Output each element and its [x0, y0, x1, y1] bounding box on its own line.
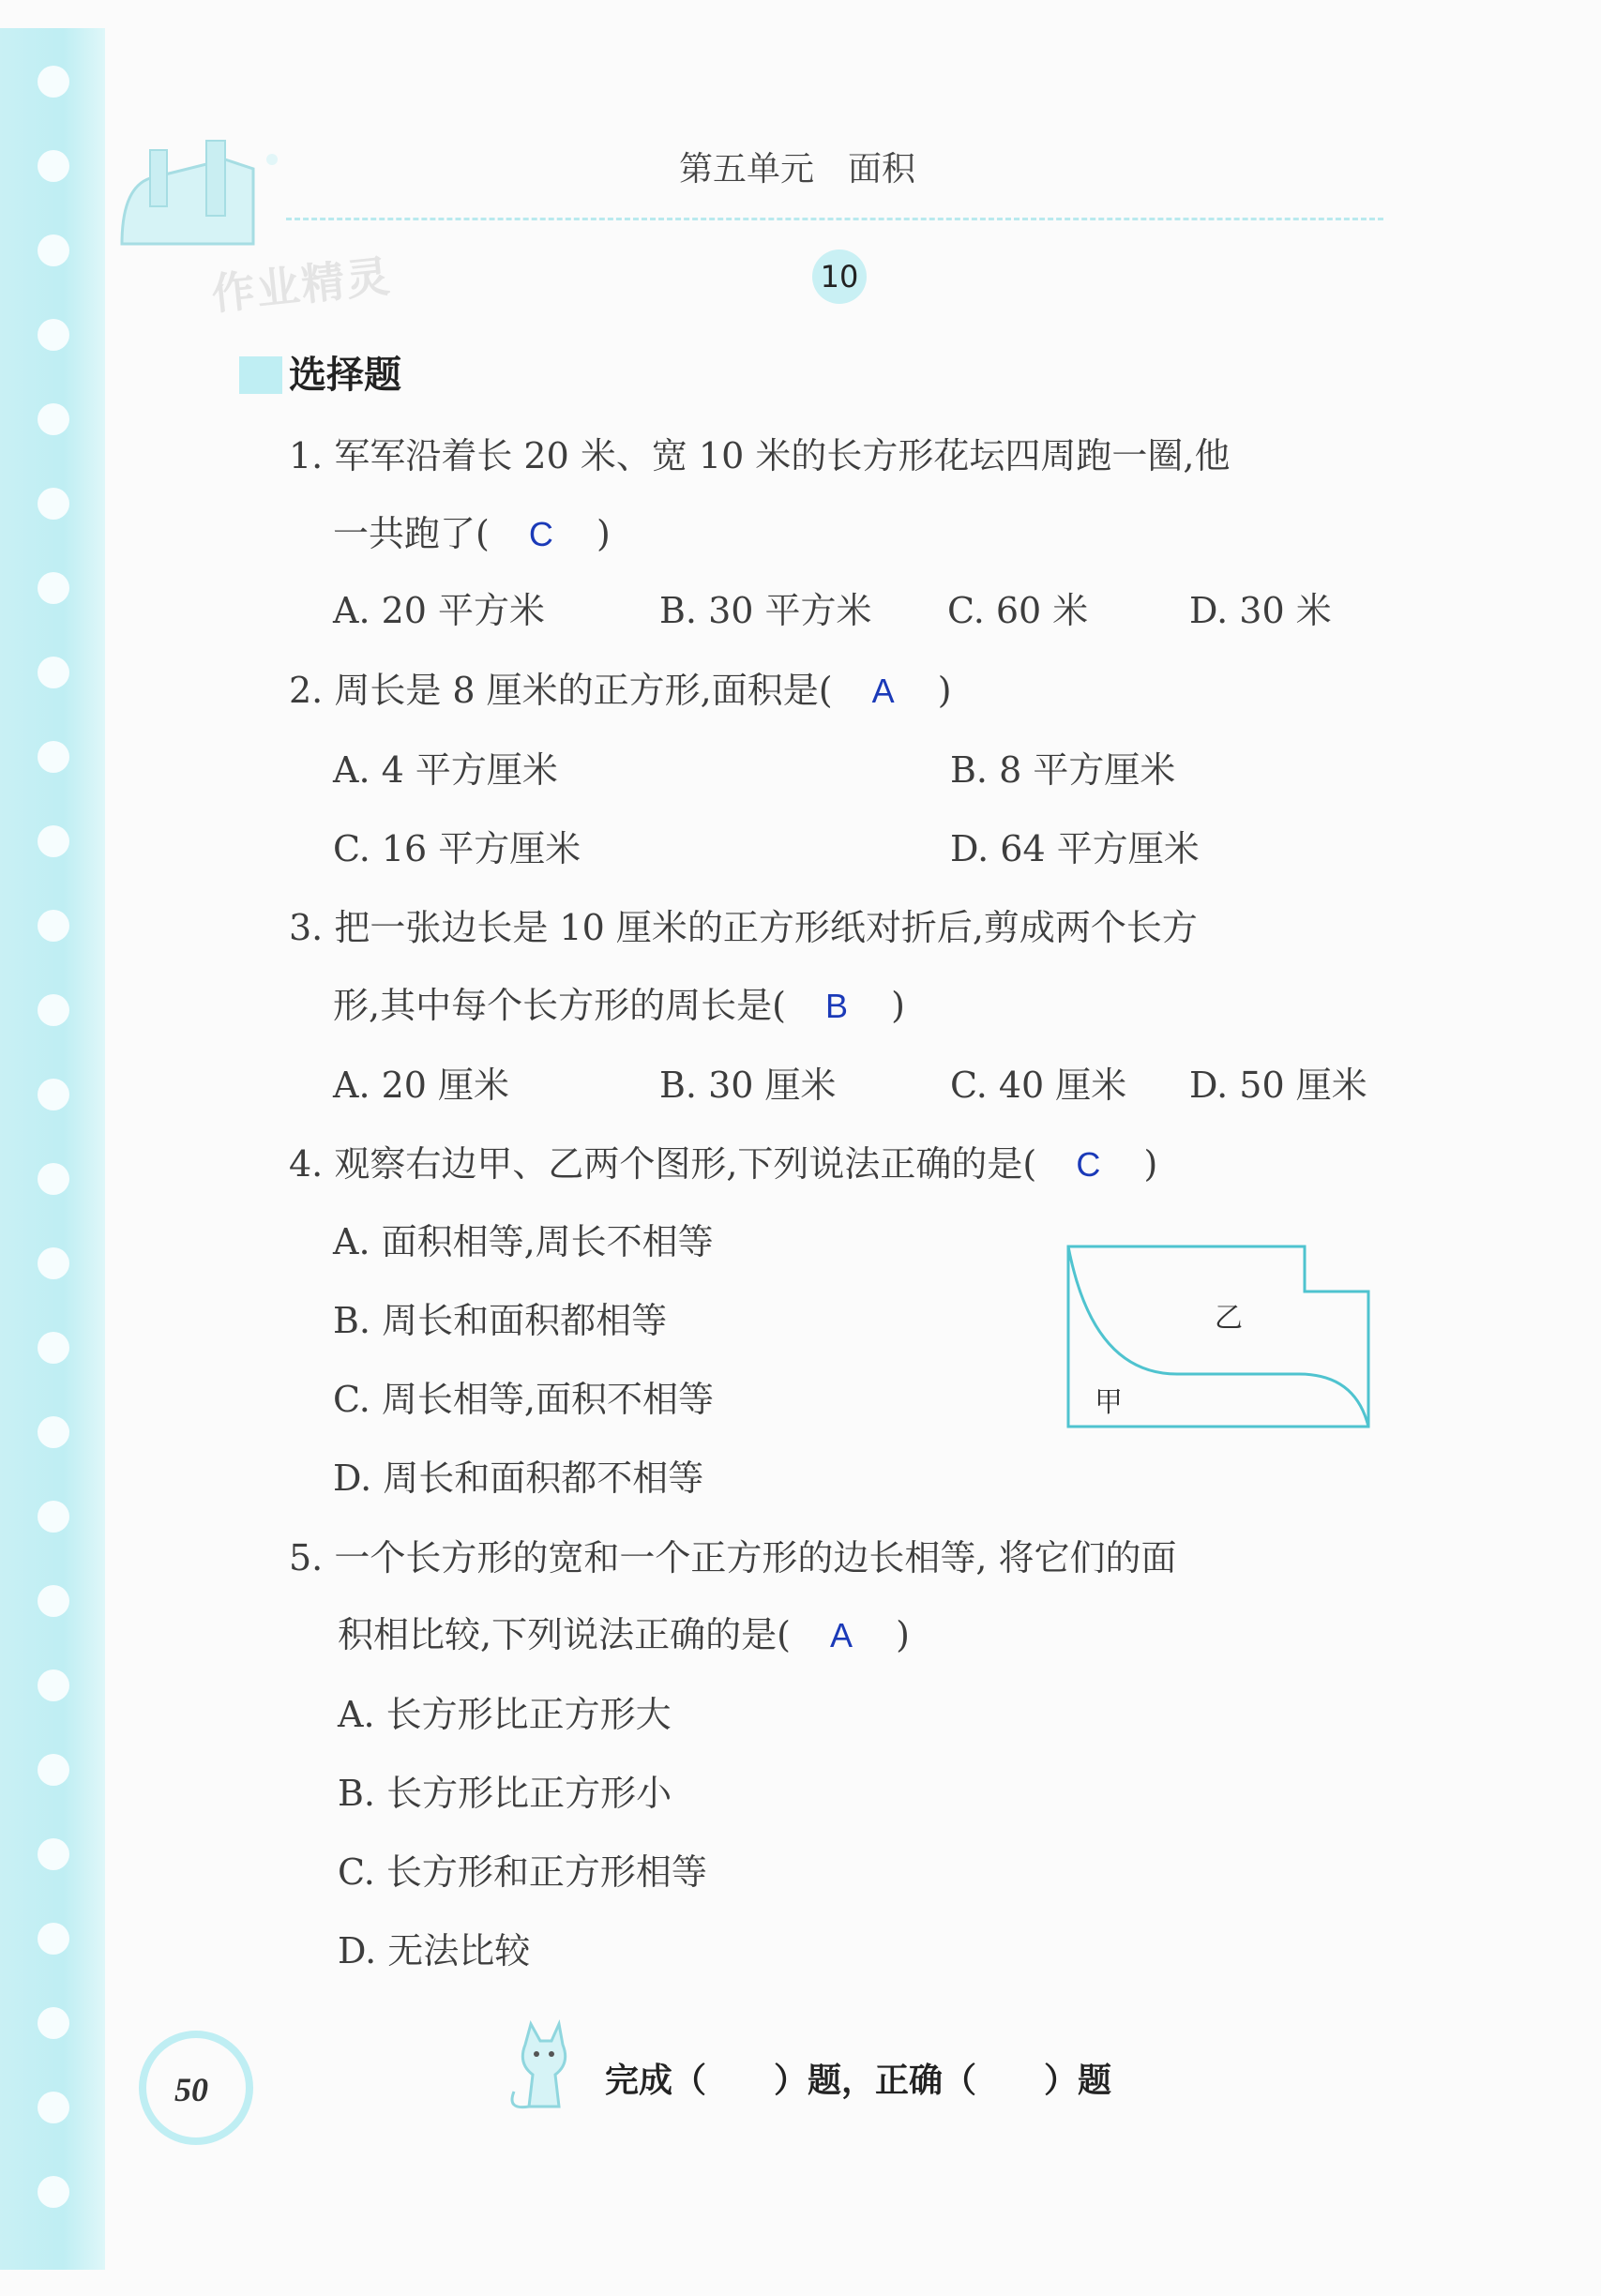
question-2-option-c: C. 16 平方厘米	[333, 828, 581, 869]
question-3-stem-line-1: 3. 把一张边长是 10 厘米的正方形纸对折后,剪成两个长方	[289, 907, 1198, 948]
question-4-option-b: B. 周长和面积都相等	[333, 1300, 668, 1341]
question-5-answer: A	[830, 1616, 853, 1654]
figure-label-jia: 甲	[1095, 1386, 1123, 1419]
question-2-option-b: B. 8 平方厘米	[950, 749, 1176, 791]
question-1-stem-line-2: 一共跑了( C )	[333, 513, 611, 554]
progress-record: 完成（ ）题，正确（ ）题	[605, 2062, 1112, 2100]
question-4-option-c: C. 周长相等,面积不相等	[333, 1379, 714, 1420]
question-3-option-c: C. 40 厘米	[950, 1065, 1127, 1106]
question-4-option-d: D. 周长和面积都不相等	[333, 1458, 704, 1499]
question-5-option-d: D. 无法比较	[338, 1930, 531, 1971]
question-4-option-a: A. 面积相等,周长不相等	[333, 1221, 714, 1262]
question-5-option-c: C. 长方形和正方形相等	[338, 1851, 707, 1893]
question-3-option-b: B. 30 厘米	[659, 1065, 837, 1106]
question-5-option-b: B. 长方形比正方形小	[338, 1773, 672, 1814]
question-5-option-a: A. 长方形比正方形大	[338, 1694, 672, 1735]
question-1-option-a: A. 20 平方米	[333, 590, 546, 631]
cat-icon	[497, 2017, 591, 2120]
question-1-stem-line-1: 1. 军军沿着长 20 米、宽 10 米的长方形花坛四周跑一圈,他	[289, 435, 1231, 476]
question-4-figure	[1065, 1243, 1374, 1430]
question-2-option-d: D. 64 平方厘米	[950, 828, 1200, 869]
question-1-option-c: C. 60 米	[947, 590, 1089, 631]
question-5-stem-line-1: 5. 一个长方形的宽和一个正方形的边长相等, 将它们的面	[289, 1537, 1177, 1578]
question-2-option-a: A. 4 平方厘米	[333, 749, 558, 791]
lesson-number-badge: 10	[812, 249, 867, 304]
brand-watermark: 作业精灵	[209, 250, 394, 320]
header-divider	[286, 218, 1383, 220]
unit-title: 第五单元 面积	[678, 150, 915, 189]
figure-label-yi: 乙	[1215, 1302, 1243, 1335]
question-2-stem: 2. 周长是 8 厘米的正方形,面积是( A )	[289, 670, 952, 711]
section-title: 选择题	[289, 354, 401, 397]
question-4-answer: C	[1076, 1145, 1101, 1184]
section-marker-icon	[239, 356, 282, 394]
question-5-stem-line-2: 积相比较,下列说法正确的是( A )	[338, 1614, 910, 1655]
left-decorative-strip	[0, 28, 105, 2270]
question-3-answer: B	[825, 987, 849, 1025]
question-4-stem: 4. 观察右边甲、乙两个图形,下列说法正确的是( C )	[289, 1143, 1158, 1185]
question-1-answer: C	[528, 515, 553, 553]
page-number: 50	[174, 2071, 208, 2108]
question-1-option-b: B. 30 平方米	[659, 590, 872, 631]
question-3-option-a: A. 20 厘米	[333, 1065, 510, 1106]
question-3-stem-line-2: 形,其中每个长方形的周长是( B )	[333, 985, 905, 1026]
question-1-option-d: D. 30 米	[1189, 590, 1332, 631]
question-3-option-d: D. 50 厘米	[1189, 1065, 1367, 1106]
question-2-answer: A	[871, 672, 895, 710]
header-illustration-icon	[113, 131, 300, 253]
